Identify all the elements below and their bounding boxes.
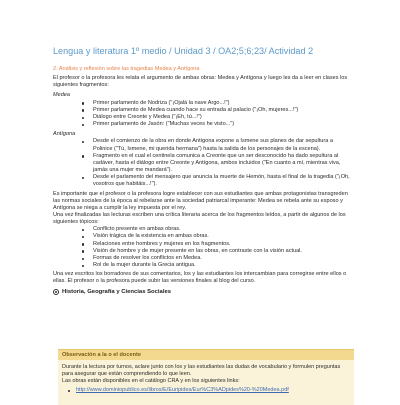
intro-paragraph: El profesor o la profesora les relata el argumento de ambas obras: Medea y Antígona y luego les da a leer en clases los siguientes fragmentos:: [53, 75, 348, 89]
page-title: Lengua y literatura 1º medio / Unidad 3 / OA2;5;6;23/ Actividad 2: [53, 46, 314, 56]
list-item: Fragmento en el cual el centinela comunica a Creonte que un ser desconocido ha dado sepultura al cadáver, hasta el diálogo entre Creonte y Antígona, ambos incluidos ("En cuanto a mí, mientras viva, jamás una mujer me mandará").: [93, 153, 351, 174]
list-item: Visión de hombre y de mujer presente en las obras, en contraste con la visión actual.: [93, 248, 351, 255]
groups-paragraph: Una vez finalizadas las lecturas escriben una crítica literaria acerca de los fragmentos leídos, a partir de algunos de los siguientes tópicos:: [53, 211, 346, 226]
antigona-list: [53, 138, 351, 188]
list-item: Diálogo entre Creonte y Medea ("¡Eh, tú...!"): [93, 114, 351, 121]
list-item: Visión trágica de la existencia en ambas obras.: [93, 233, 351, 240]
section-title: 2. Análisis y reflexión sobre las tragedias Medea y Antígona: [53, 66, 200, 72]
observation-title: Observación a la o el docente: [58, 350, 354, 360]
antigona-label: Antígona: [53, 131, 76, 138]
observation-box: [58, 349, 354, 405]
observation-text: Durante la lectura por turnos, aclare junto con los y las estudiantes las dudas de vocabulario y formulen preguntas para asegurar que están comprendiendo lo que leen.: [62, 364, 341, 377]
list-item: Relaciones entre hombres y mujeres en los fragmentos.: [93, 241, 351, 248]
list-item: Formas de resolver los conflictos en Medea.: [93, 255, 351, 262]
observation-text-2: Las obras están disponibles en el catálogo CRA y en los siguientes links:: [62, 378, 240, 384]
history-label: Historia, Geografía y Ciencias Sociales: [62, 288, 172, 295]
list-item: Primer parlamento de Medea cuando hace su entrada al palacio ("¡Oh, mujeres...!"): [93, 107, 351, 114]
list-item: Primer parlamento de Jasón: ("Muchas veces he visto..."): [93, 121, 351, 128]
list-item: Primer parlamento de Nodriza ("¡Ojalá la nave Argo...!"): [93, 100, 351, 107]
important-paragraph: Es importante que el profesor o la profesora logre establecer con sus estudiantes que ambas protagonistas transgreden las normas sociales de la época al rebelarse ante la sociedad patriarcal imperante: Medea se rebela ante su esposo y Antígona se niega a cumplir la ley impuesta por el rey.: [53, 190, 348, 211]
target-icon: [53, 289, 59, 295]
history-heading: [53, 289, 351, 296]
list-item: Rol de la mujer durante la Grecia antigua.: [93, 262, 351, 269]
list-item: Desde el comienzo de la obra en donde Antígona expone a Ismene sus planes de dar sepultura a Polinice ("Tú, Ismene, mi querida hermana") hasta la salida de los personajes de la escena).: [93, 138, 351, 152]
medea-pdf-link[interactable]: http://www.dominiopublico.es/libros/E/Euripides/Eur%C3%ADpides%20-%20Medea.pdf: [62, 387, 350, 394]
document-content: [53, 66, 351, 296]
observation-body: [58, 360, 354, 394]
topics-list: [53, 226, 351, 269]
list-item: Conflicto presente en ambas obras.: [93, 226, 351, 233]
closing-paragraph: Una vez escritos los borradores de sus comentarios, los y las estudiantes los intercambian para corregirse entre ellos o ellas. El profesor o la profesora puede subir las versiones finales al blog del curso.: [53, 271, 347, 285]
medea-label: Medea: [53, 92, 70, 99]
medea-list: [53, 100, 351, 129]
list-item: Desde el parlamento del mensajero que anuncia la muerte de Hemón, hasta el final de la tragedia ("¡Oh, vosotros que habitáis...!").: [93, 174, 350, 188]
